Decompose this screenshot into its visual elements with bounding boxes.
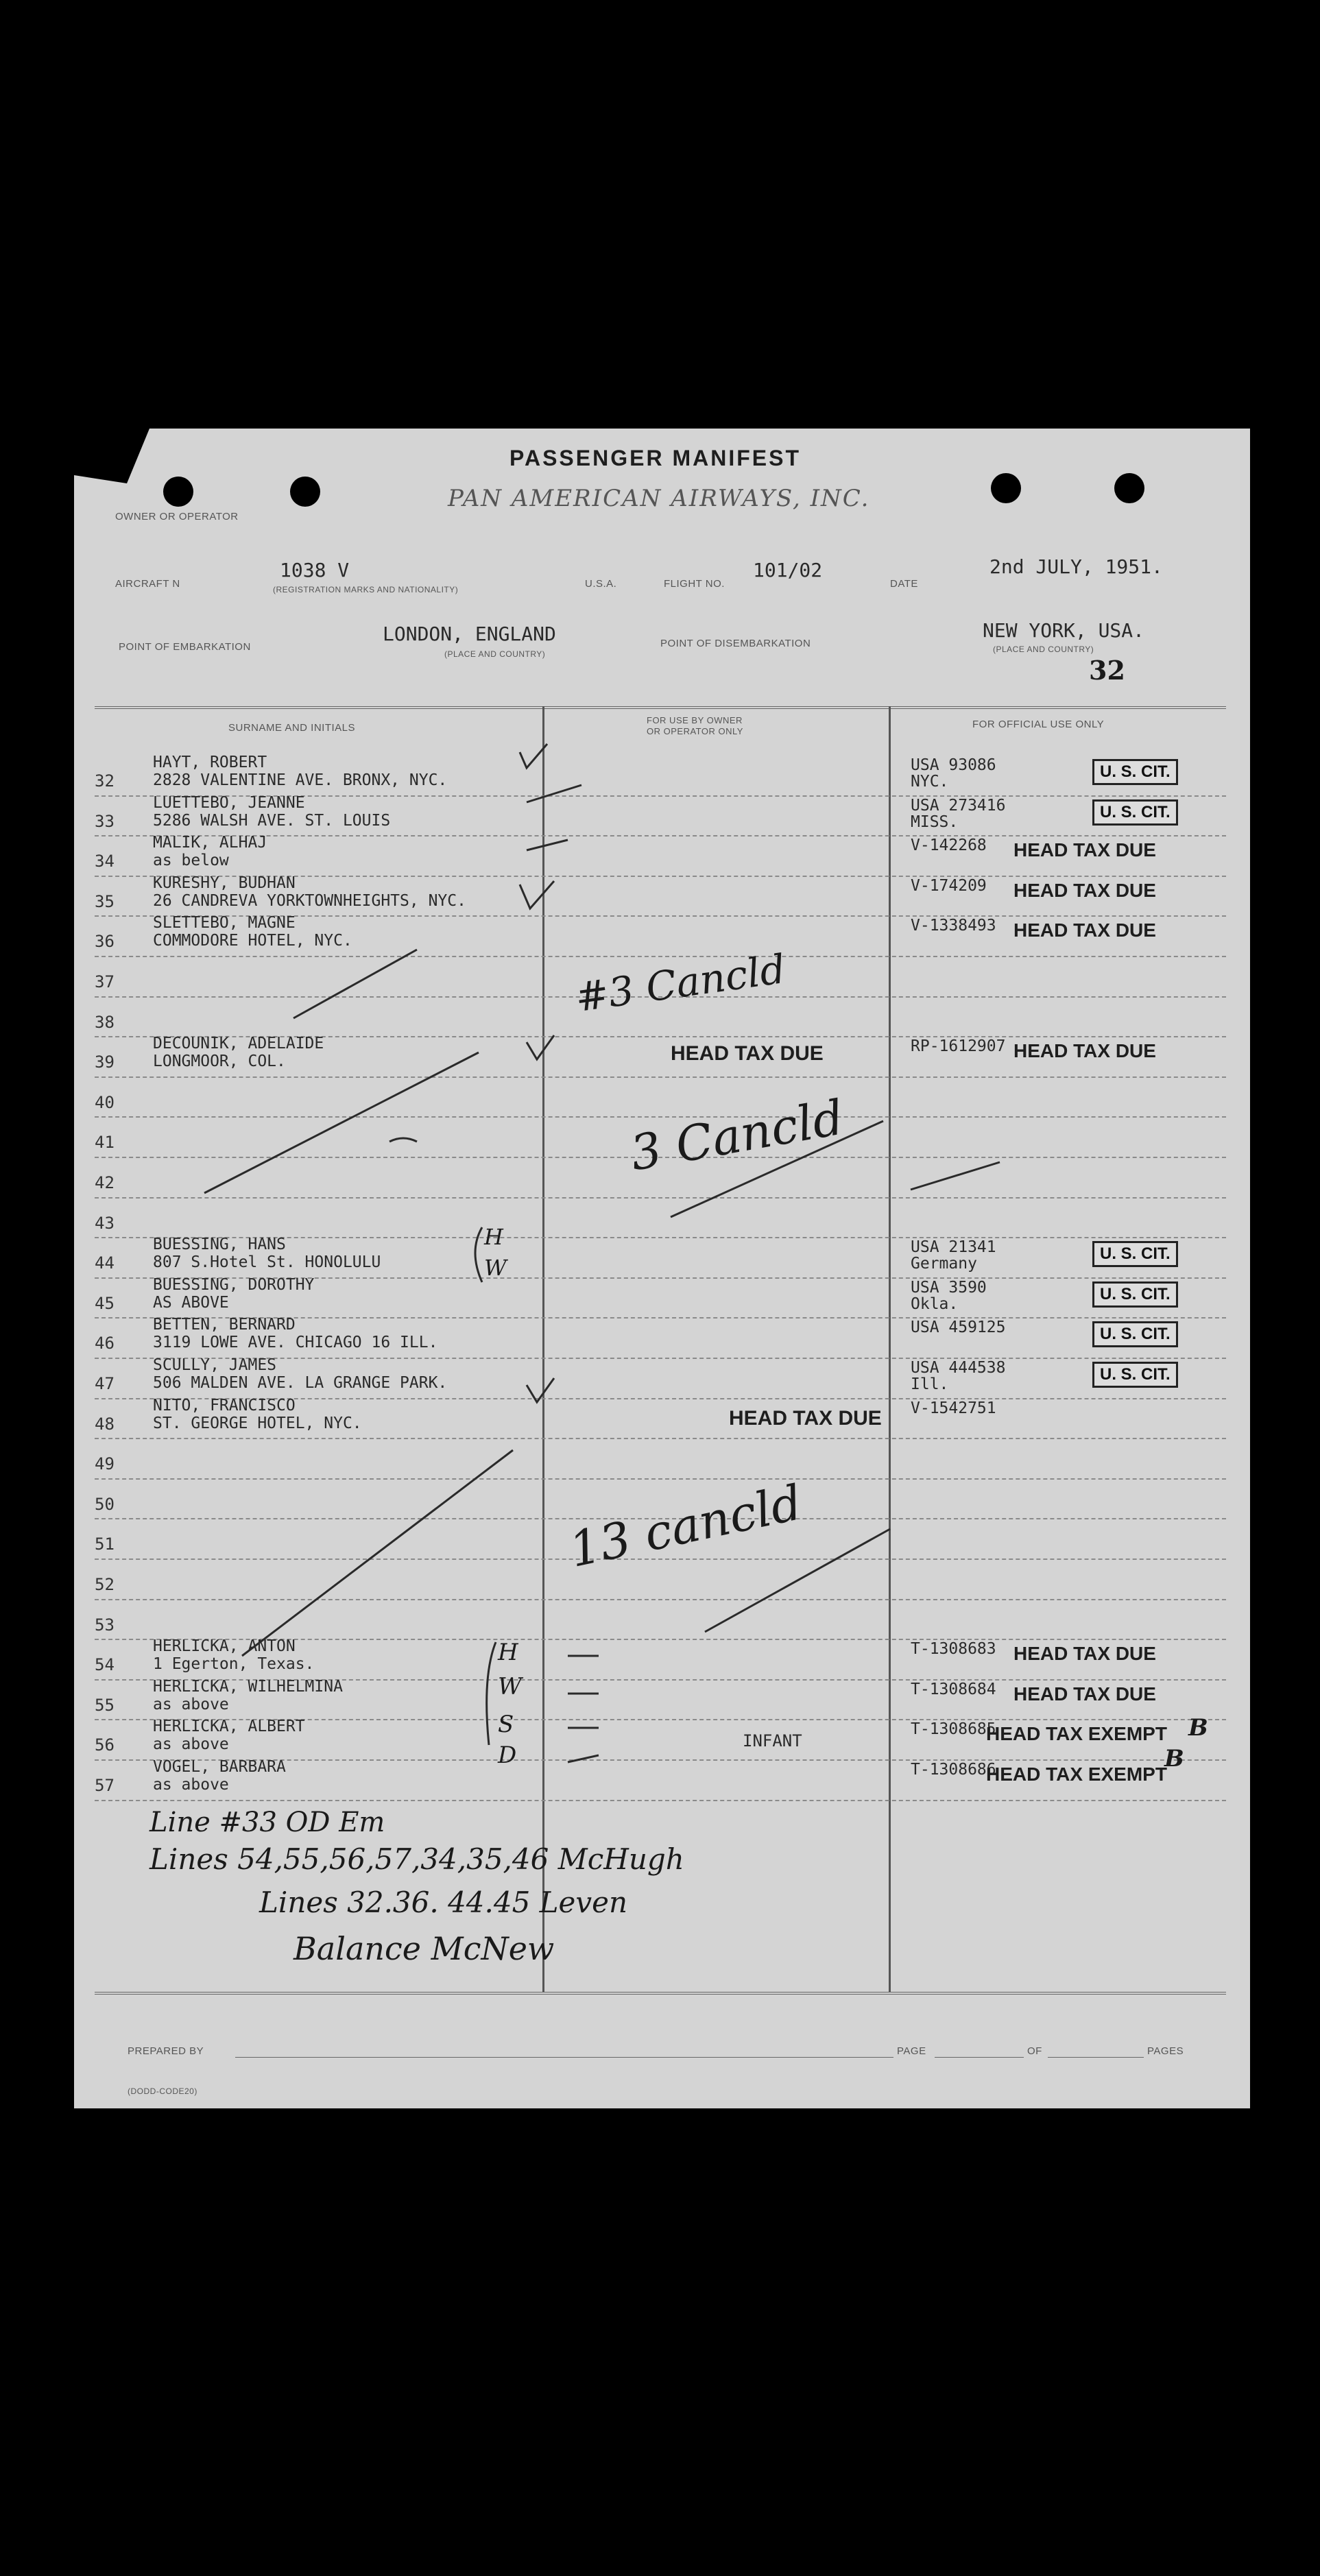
manifest-page [74,429,1250,2108]
prepared-by-label: PREPARED BY [128,2045,204,2057]
page-label: PAGE [897,2045,926,2057]
passenger-name: DECOUNIK, ADELAIDE [153,1035,324,1053]
page-line [935,2057,1024,2058]
official-number: USA 93086 [911,756,996,774]
head-tax-stamp: HEAD TAX DUE [671,1042,824,1065]
passenger-address: as above [153,1776,229,1794]
row-number: 37 [95,972,115,991]
official-number: USA 21341 [911,1238,996,1257]
passenger-address: ST. GEORGE HOTEL, NYC. [153,1414,362,1432]
passenger-name: MALIK, ALHAJ [153,834,267,852]
passenger-address: LONGMOOR, COL. [153,1052,286,1071]
handwritten-cancel: #3 Cancld [572,945,789,1022]
passenger-name: VOGEL, BARBARA [153,1758,286,1776]
of-label: OF [1027,2045,1042,2057]
surname-header: SURNAME AND INITIALS [228,722,356,734]
margin-mark: W [484,1255,507,1281]
head-tax-stamp: HEAD TAX DUE [729,1407,882,1430]
passenger-address: 5286 WALSH AVE. ST. LOUIS [153,811,391,830]
form-number: (DODD-CODE20) [128,2086,197,2096]
row-number: 41 [95,1133,115,1153]
passenger-name: SCULLY, JAMES [153,1356,277,1374]
passenger-address: 506 MALDEN AVE. LA GRANGE PARK. [153,1374,448,1392]
official-note: MISS. [911,812,959,831]
passenger-name: HERLICKA, WILHELMINA [153,1677,343,1696]
disembark-value: NEW YORK, USA. [983,619,1145,642]
official-number: V-1542751 [911,1399,996,1417]
us-citizen-stamp: U. S. CIT. [1092,759,1178,785]
handwritten-cancel: 13 cancld [564,1474,807,1578]
passenger-name: SLETTEBO, MAGNE [153,914,296,932]
official-number: V-174209 [911,876,987,895]
pages-label: PAGES [1147,2045,1184,2057]
row-number: 32 [95,771,115,791]
place-note: (PLACE AND COUNTRY) [993,645,1094,654]
row-number: 42 [95,1173,115,1192]
embark-value: LONDON, ENGLAND [383,623,556,645]
official-header: FOR OFFICIAL USE ONLY [972,719,1105,730]
footer-rule [95,1992,1226,1995]
head-tax-stamp: HEAD TAX EXEMPT [986,1723,1167,1745]
of-line [1048,2057,1144,2058]
passenger-name: NITO, FRANCISCO [153,1396,296,1415]
official-number: USA 444538 [911,1359,1006,1377]
official-number: USA 3590 [911,1278,987,1297]
row-number: 35 [95,891,115,911]
passenger-name: HAYT, ROBERT [153,754,267,771]
passenger-name: LUETTEBO, JEANNE [153,793,305,812]
row-number: 51 [95,1534,115,1554]
row-number: 49 [95,1454,115,1474]
passenger-name: HERLICKA, ANTON [153,1637,296,1656]
place-note: (PLACE AND COUNTRY) [444,649,546,659]
handwritten-note: Balance McNew [293,1930,555,1967]
row-number: 39 [95,1052,115,1072]
official-note: Ill. [911,1375,949,1393]
row-number: 53 [95,1615,115,1635]
passenger-address: 26 CANDREVA YORKTOWNHEIGHTS, NYC. [153,891,466,910]
passenger-name: BUESSING, DOROTHY [153,1275,315,1294]
us-citizen-stamp: U. S. CIT. [1092,1321,1178,1347]
row-number: 45 [95,1293,115,1313]
official-number: T-1308684 [911,1680,996,1698]
infant-label: INFANT [743,1731,802,1750]
exempt-mark: B [1188,1714,1208,1742]
owner-use-header: OR OPERATOR ONLY [647,726,743,736]
official-note: Germany [911,1255,977,1273]
flight-value: 101/02 [753,559,823,581]
head-tax-stamp: HEAD TAX DUE [1013,1643,1156,1665]
margin-mark: H [484,1224,503,1250]
official-number: T-1308685 [911,1720,996,1739]
exempt-mark: B [1164,1745,1184,1772]
us-citizen-stamp: U. S. CIT. [1092,799,1178,826]
row-number: 33 [95,811,115,831]
aircraft-label: AIRCRAFT N [115,578,180,590]
official-number: T-1308686 [911,1761,996,1779]
date-label: DATE [890,578,918,590]
row-number: 57 [95,1776,115,1795]
date-value: 2nd JULY, 1951. [989,555,1163,578]
row-number: 52 [95,1575,115,1594]
passenger-name: BUESSING, HANS [153,1236,286,1254]
row-number: 54 [95,1655,115,1675]
flight-label: FLIGHT NO. [664,578,725,590]
row-number: 56 [95,1735,115,1755]
margin-mark: H [498,1639,518,1666]
official-number: USA 273416 [911,796,1006,815]
official-number: RP-1612907 [911,1037,1006,1056]
owner-use-header: FOR USE BY OWNER [647,715,743,725]
head-tax-stamp: HEAD TAX DUE [1013,919,1156,941]
head-tax-stamp: HEAD TAX DUE [1013,879,1156,901]
owner-label: OWNER OR OPERATOR [115,511,239,522]
us-citizen-stamp: U. S. CIT. [1092,1362,1178,1388]
passenger-address: 3119 LOWE AVE. CHICAGO 16 ILL. [153,1334,438,1352]
passenger-address: as above [153,1695,229,1713]
row-number: 36 [95,932,115,952]
margin-mark: S [498,1711,514,1738]
airline-name: PAN AMERICAN AIRWAYS, INC. [448,485,870,512]
page-title: PASSENGER MANIFEST [509,446,801,470]
passenger-name: KURESHY, BUDHAN [153,874,296,892]
row-number: 44 [95,1253,115,1273]
head-tax-stamp: HEAD TAX DUE [1013,1683,1156,1705]
row-number: 38 [95,1012,115,1032]
handwritten-note: Lines 32.36. 44.45 Leven [259,1886,628,1919]
disembark-label: POINT OF DISEMBARKATION [660,638,811,649]
prepared-by-line [235,2057,893,2058]
margin-mark: W [498,1673,522,1700]
official-number: V-1338493 [911,917,996,935]
handwritten-page-number: 32 [1089,655,1125,686]
passenger-address: as above [153,1735,229,1754]
passenger-name: BETTEN, BERNARD [153,1316,296,1334]
official-note: NYC. [911,773,949,791]
passenger-address: as below [153,852,229,870]
head-tax-stamp: HEAD TAX DUE [1013,839,1156,861]
passenger-address: 807 S.Hotel St. HONOLULU [153,1253,381,1272]
aircraft-value: 1038 V [280,559,350,581]
margin-mark: D [498,1742,517,1769]
row-number: 43 [95,1213,115,1233]
passenger-address: 1 Egerton, Texas. [153,1655,315,1674]
handwritten-cancel: 3 Cancld [626,1089,848,1182]
official-number: T-1308683 [911,1640,996,1659]
us-citizen-stamp: U. S. CIT. [1092,1241,1178,1267]
row-number: 34 [95,852,115,871]
row-number: 46 [95,1334,115,1353]
handwritten-note: Line #33 OD Em [149,1807,385,1838]
passenger-address: COMMODORE HOTEL, NYC. [153,932,352,950]
official-number: V-142268 [911,836,987,855]
passenger-address: 2828 VALENTINE AVE. BRONX, NYC. [153,771,448,789]
head-tax-stamp: HEAD TAX DUE [1013,1040,1156,1062]
embark-label: POINT OF EMBARKATION [119,641,251,653]
registration-note: (REGISTRATION MARKS AND NATIONALITY) [273,585,459,594]
row-number: 50 [95,1494,115,1514]
us-citizen-stamp: U. S. CIT. [1092,1281,1178,1308]
handwritten-note: Lines 54,55,56,57,34,35,46 McHugh [149,1842,684,1876]
usa-label: U.S.A. [585,578,617,590]
row-number: 48 [95,1414,115,1434]
official-note: Okla. [911,1295,959,1313]
row-number: 55 [95,1695,115,1715]
row-number: 47 [95,1374,115,1393]
passenger-name: HERLICKA, ALBERT [153,1718,305,1736]
row-number: 40 [95,1092,115,1112]
passenger-address: AS ABOVE [153,1293,229,1312]
official-number: USA 459125 [911,1319,1006,1337]
head-tax-stamp: HEAD TAX EXEMPT [986,1764,1167,1785]
